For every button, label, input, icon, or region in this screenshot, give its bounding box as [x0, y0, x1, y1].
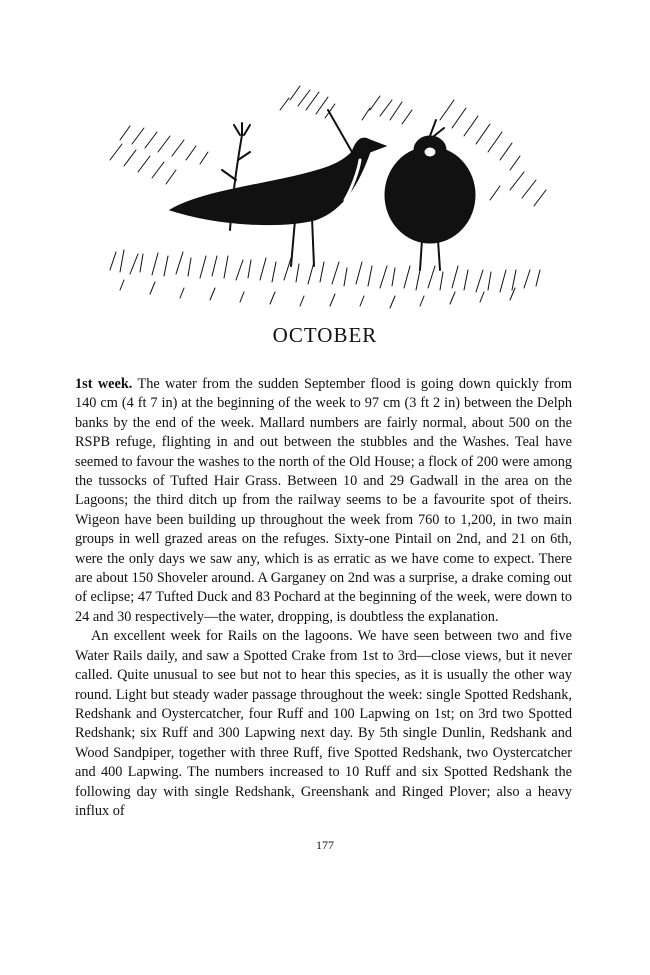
grass [110, 250, 540, 308]
lapwing-illustration [90, 80, 560, 315]
chapter-title: OCTOBER [272, 323, 378, 347]
paragraph-1 [75, 375, 572, 627]
paragraph-1-text: The water from the sudden September flood is going down quickly from 140 cm (4 ft 7 in) at the beginning of the week to 97 cm (3 ft 2 in) between the Delph banks by the end of the week. Mallard numbers are fairly normal, about 500 on the RSPB refuge, flighting in and out between the stubbles and the Washes. Teal have seemed to favour the washes to the north of the Old House; a flock of 200 were among the tussocks of Tufted Hair Grass. Between 10 and 29 Gadwall in the area on the Lagoons; the third ditch up from the railway seems to be a favourite spot of theirs. Wigeon have been building up throughout the week from 760 to 1,200, in two main groups in well grazed areas on the refuges. Sixty-one Pintail on 2nd, and 21 on 6th, were the only days we saw any, which is as erratic as we have come to expect. There are about 150 Shoveler around. A Garganey on 2nd was a surprise, a drake coming out of eclipse; 47 Tufted Duck and 83 Pochard at the beginning of the week, were down to 24 and 30 respectively—the water, dropping, is doubtless the explanation. [75, 376, 572, 625]
paragraph-2: An excellent week for Rails on the lagoons. We have seen between two and five Water Rails daily, and saw a Spotted Crake from 1st to 3rd—close views, but it never called. Quite unusual to see but not to hear this species, as it is usually the other way round. Light but steady wader passage throughout the week: single Spotted Redshank, Redshank and Oystercatcher, four Ruff and 100 Lapwing on 1st; on 3rd two Spotted Redshank; six Ruff and 300 Lapwing next day. By 5th single Dunlin, Redshank and Wood Sandpiper, together with three Ruff, five Spotted Redshank, two Oystercatcher and 400 Lapwing. The numbers increased to 10 Ruff and six Spotted Redshank the following day with single Redshank, Greenshank and Ringed Plover; also a heavy influx of [75, 628, 572, 819]
week-heading: 1st week. [75, 376, 133, 392]
lapwing-rear [385, 120, 475, 270]
lapwing-standing [170, 110, 386, 266]
page-number: 177 [316, 838, 334, 852]
body-text [75, 375, 572, 821]
